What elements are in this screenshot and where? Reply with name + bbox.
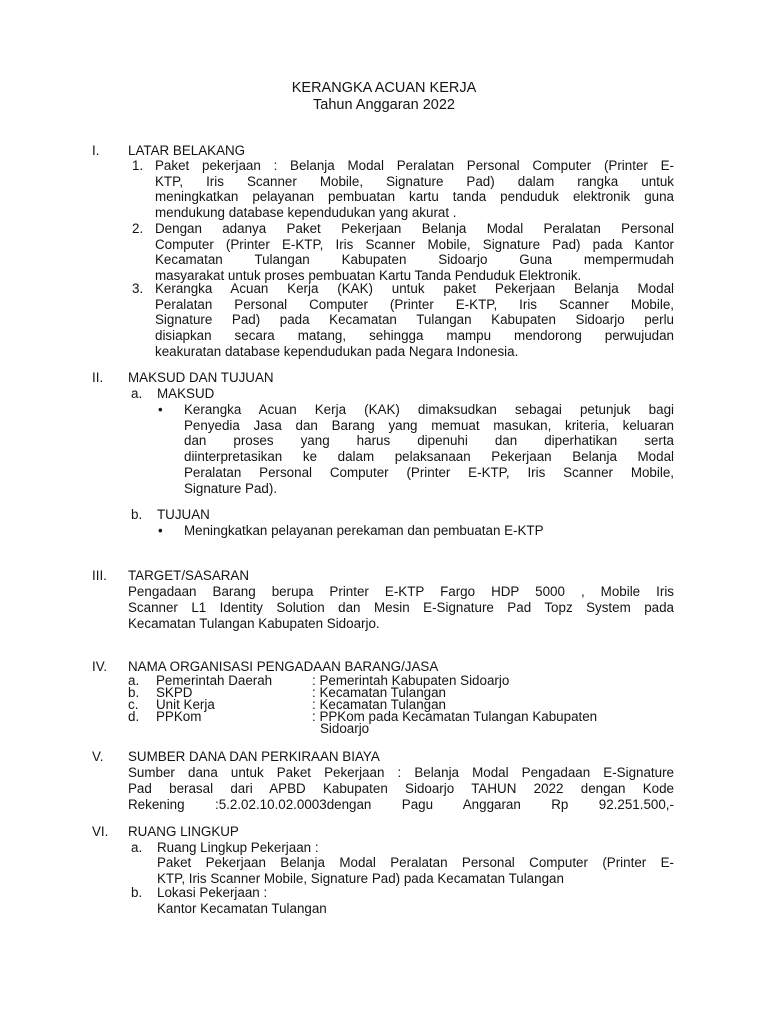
section-4-title: NAMA ORGANISASI PENGADAAN BARANG/JASA	[128, 659, 439, 674]
paragraph-line: Signature Pad).	[184, 480, 278, 496]
section-6-numeral: VI.	[92, 824, 109, 839]
paragraph-line: KTP, Iris Scanner Mobile, Signature Pad) pada Kecamatan Tulangan	[157, 870, 564, 886]
paragraph-line: diinterpretasikan ke dalam pelaksanaan Pekerjaan Belanja Modal	[184, 449, 674, 465]
section-2-numeral: II.	[92, 370, 104, 385]
lokasi-pekerjaan-text: Kantor Kecamatan Tulangan	[157, 901, 327, 916]
paragraph-line: Kerangka Acuan Kerja (KAK) dimaksudkan sebagai petunjuk bagi	[184, 402, 674, 417]
org-row-label: Pemerintah Daerah	[156, 673, 273, 688]
paragraph-line: Signature Pad) pada Kecamatan Tulangan Kabupaten Sidoarjo perlu	[155, 312, 674, 328]
ruang-lingkup-pekerjaan-title: Ruang Lingkup Pekerjaan :	[157, 840, 319, 855]
paragraph-line: dan proses yang harus dipenuhi dan diperhatikan serta	[184, 433, 674, 449]
target-paragraph	[128, 584, 674, 632]
subsection-b-letter: b.	[131, 885, 143, 900]
paragraph-line: Rekening :5.2.02.10.02.0003dengan Pagu Anggaran Rp 92.251.500,-	[128, 796, 674, 812]
org-row-letter: d.	[128, 709, 140, 724]
org-row-label: Unit Kerja	[156, 697, 215, 712]
paragraph-line: Scanner L1 Identity Solution dan Mesin E-Signature Pad Topz System pada	[128, 599, 674, 615]
section-1-numeral: I.	[92, 143, 100, 158]
paragraph-line: Computer (Printer E-KTP, Iris Scanner Mobile, Signature Pad) pada Kantor	[155, 236, 674, 252]
paragraph-line: KTP, Iris Scanner Mobile, Signature Pad) dalam rangka untuk	[155, 173, 674, 189]
paragraph-line: Penyedia Jasa dan Barang yang memuat masukan, kriteria, keluaran	[184, 417, 674, 433]
org-row-value: : Kecamatan Tulangan	[312, 697, 446, 712]
subsection-a-letter: a.	[131, 386, 143, 401]
paragraph-line: Sumber dana untuk Paket Pekerjaan : Belanja Modal Pengadaan E-Signature	[128, 765, 674, 780]
bullet-icon: •	[158, 402, 163, 417]
item-2-paragraph	[155, 221, 674, 284]
org-row-ppkom	[128, 709, 676, 723]
org-ppkom-continuation: Sidoarjo	[320, 721, 370, 736]
paragraph-line: Peralatan Personal Computer (Printer E-KTP, Iris Scanner Mobile,	[155, 296, 674, 312]
item-1-number: 1.	[132, 158, 144, 173]
item-3-paragraph	[155, 281, 674, 360]
paragraph-line: Kerangka Acuan Kerja (KAK) untuk paket Pekerjaan Belanja Modal	[155, 281, 674, 296]
ruang-lingkup-paragraph	[157, 855, 674, 886]
paragraph-line: keakuratan database kependudukan pada Negara Indonesia.	[155, 343, 519, 359]
subsection-tujuan-title: TUJUAN	[157, 507, 210, 522]
document-title: KERANGKA ACUAN KERJA	[291, 80, 477, 96]
paragraph-line: Paket pekerjaan : Belanja Modal Peralatan Personal Computer (Printer E-	[155, 158, 674, 173]
document-subtitle: Tahun Anggaran 2022	[313, 97, 455, 113]
item-2-number: 2.	[132, 221, 144, 236]
lokasi-pekerjaan-title: Lokasi Pekerjaan :	[157, 885, 268, 900]
sumber-dana-paragraph	[128, 765, 674, 813]
org-row-label: SKPD	[156, 685, 193, 700]
paragraph-line: Pad berasal dari APBD Kabupaten Sidoarjo TAHUN 2022 dengan Kode	[128, 780, 674, 796]
section-6-title: RUANG LINGKUP	[128, 824, 239, 839]
tujuan-text: Meningkatkan pelayanan perekaman dan pembuatan E-KTP	[184, 523, 544, 538]
paragraph-line: masyarakat untuk proses pembuatan Kartu Tanda Penduduk Elektronik.	[155, 268, 582, 284]
paragraph-line: Pengadaan Barang berupa Printer E-KTP Fargo HDP 5000 , Mobile Iris	[128, 584, 674, 599]
org-row-value: : Kecamatan Tulangan	[312, 685, 446, 700]
item-3-number: 3.	[132, 281, 144, 296]
bullet-icon: •	[158, 523, 163, 538]
paragraph-line: meningkatkan pelayanan pembuatan kartu tanda penduduk elektronik guna	[155, 189, 674, 205]
subsection-a-letter: a.	[131, 840, 143, 855]
paragraph-line: Kecamatan Tulangan Kabupaten Sidoarjo.	[128, 615, 380, 631]
maksud-paragraph	[184, 402, 674, 496]
paragraph-line: Kecamatan Tulangan Kabupaten Sidoarjo Guna mempermudah	[155, 252, 674, 268]
section-1-title: LATAR BELAKANG	[128, 143, 246, 158]
section-5-title: SUMBER DANA DAN PERKIRAAN BIAYA	[128, 749, 380, 764]
paragraph-line: Paket Pekerjaan Belanja Modal Peralatan Personal Computer (Printer E-	[157, 855, 674, 870]
paragraph-line: mendukung database kependudukan yang akurat .	[155, 205, 457, 221]
org-row-value: : Pemerintah Kabupaten Sidoarjo	[312, 673, 510, 688]
item-1-paragraph	[155, 158, 674, 221]
org-row-letter: a.	[128, 673, 140, 688]
section-2-title: MAKSUD DAN TUJUAN	[128, 370, 274, 385]
subsection-b-letter: b.	[131, 507, 143, 522]
section-5-numeral: V.	[92, 749, 104, 764]
org-row-value: : PPKom pada Kecamatan Tulangan Kabupaten	[312, 709, 598, 724]
section-3-numeral: III.	[92, 568, 107, 583]
section-4-numeral: IV.	[92, 659, 108, 674]
subsection-maksud-title: MAKSUD	[157, 386, 215, 401]
paragraph-line: disiapkan secara matang, sehingga mampu mendorong perwujudan	[155, 328, 674, 344]
org-row-label: PPKom	[156, 709, 202, 724]
section-3-title: TARGET/SASARAN	[128, 568, 250, 583]
paragraph-line: Peralatan Personal Computer (Printer E-KTP, Iris Scanner Mobile,	[184, 464, 674, 480]
org-row-letter: b.	[128, 685, 140, 700]
paragraph-line: Dengan adanya Paket Pekerjaan Belanja Modal Peralatan Personal	[155, 221, 674, 236]
org-row-letter: c.	[128, 697, 139, 712]
